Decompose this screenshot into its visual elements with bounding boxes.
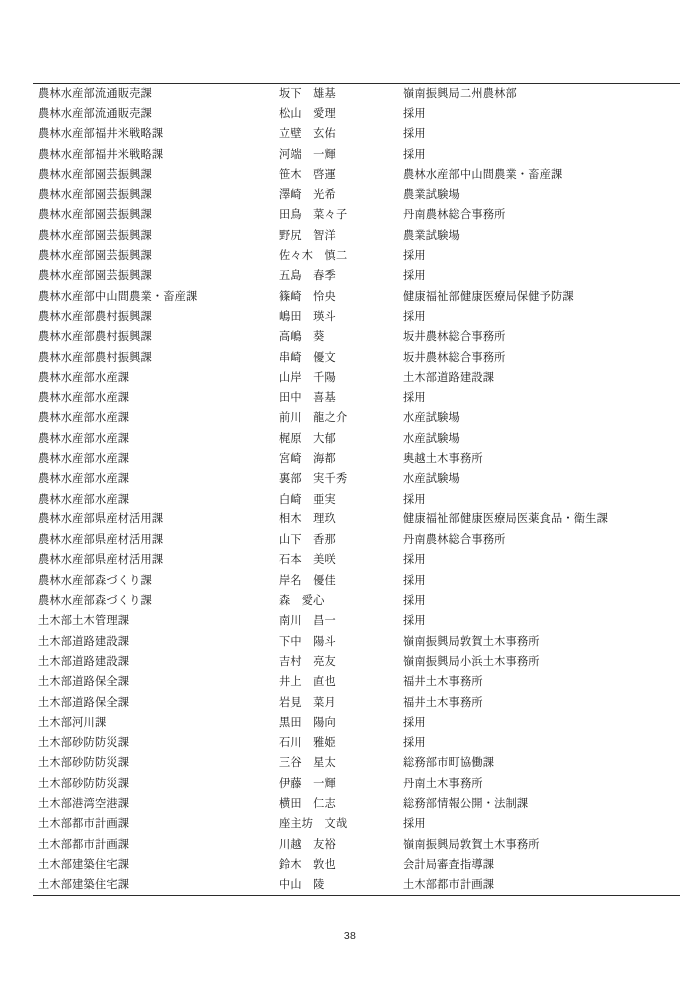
cell-name: 立壁 玄佑	[279, 128, 336, 141]
cell-current-department: 農林水産部福井米戦略課	[38, 148, 164, 161]
cell-name: 田中 喜基	[279, 392, 336, 405]
cell-name: 五島 春季	[279, 270, 336, 283]
cell-current-department: 農林水産部水産課	[38, 473, 130, 486]
cell-destination: 健康福祉部健康医療局医薬食品・衛生課	[403, 512, 608, 525]
table-row	[33, 591, 680, 611]
cell-name: 座主坊 文哉	[279, 818, 348, 831]
cell-name: 梶原 大郁	[279, 432, 336, 445]
cell-name: 嶋田 瑛斗	[279, 310, 336, 323]
cell-name: 笹木 啓運	[279, 168, 336, 181]
table-row	[33, 611, 680, 631]
cell-name: 篠崎 怜央	[279, 290, 336, 303]
cell-current-department: 農林水産部農村振興課	[38, 331, 152, 344]
cell-current-department: 土木部砂防防災課	[38, 757, 130, 770]
cell-destination: 丹南土木事務所	[403, 777, 483, 790]
cell-current-department: 土木部河川課	[38, 716, 107, 729]
cell-destination: 採用	[403, 107, 426, 120]
table-row	[33, 124, 680, 144]
cell-name: 山下 香那	[279, 534, 336, 547]
cell-destination: 水産試験場	[403, 432, 460, 445]
cell-current-department: 土木部港湾空港課	[38, 798, 130, 811]
cell-current-department: 土木部砂防防災課	[38, 737, 130, 750]
cell-name: 河端 一輝	[279, 148, 336, 161]
cell-current-department: 土木部砂防防災課	[38, 777, 130, 790]
cell-destination: 採用	[403, 554, 426, 567]
table-row	[33, 652, 680, 672]
table-row	[33, 429, 680, 449]
cell-destination: 採用	[403, 818, 426, 831]
table-row	[33, 489, 680, 509]
table-row	[33, 550, 680, 570]
cell-name: 横田 仁志	[279, 798, 336, 811]
cell-destination: 土木部道路建設課	[403, 371, 495, 384]
cell-name: 串崎 優文	[279, 351, 336, 364]
table-row	[33, 368, 680, 388]
cell-destination: 福井土木事務所	[403, 676, 483, 689]
cell-current-department: 農林水産部水産課	[38, 493, 130, 506]
cell-name: 中山 陵	[274, 875, 398, 895]
cell-name: 南川 昌一	[279, 615, 336, 628]
page-number: 38	[343, 930, 357, 942]
cell-destination: 土木部都市計画課	[398, 875, 680, 895]
cell-name: 宮崎 海都	[279, 452, 336, 465]
cell-name: 吉村 亮友	[279, 655, 336, 668]
table-body	[33, 84, 680, 896]
cell-current-department: 農林水産部水産課	[38, 452, 130, 465]
table-row	[33, 510, 680, 530]
table-row	[33, 286, 680, 306]
cell-destination: 採用	[403, 128, 426, 141]
cell-destination: 採用	[403, 574, 426, 587]
cell-name: 井上 直也	[279, 676, 336, 689]
cell-current-department: 農林水産部農村振興課	[38, 351, 152, 364]
cell-destination: 健康福祉部健康医療局保健予防課	[403, 290, 574, 303]
cell-name: 岩見 菜月	[279, 696, 336, 709]
cell-name: 高嶋 葵	[279, 331, 325, 344]
cell-name: 石川 雅姫	[279, 737, 336, 750]
cell-destination: 採用	[403, 392, 426, 405]
cell-destination: 採用	[403, 250, 426, 263]
table-row	[33, 530, 680, 550]
cell-destination: 嶺南振興局二州農林部	[398, 84, 680, 104]
cell-destination: 採用	[403, 310, 426, 323]
cell-destination: 総務部市町協働課	[403, 757, 495, 770]
table-row	[33, 632, 680, 652]
cell-destination: 嶺南振興局敦賀土木事務所	[403, 838, 540, 851]
cell-current-department: 農林水産部県産材活用課	[38, 512, 164, 525]
cell-destination: 採用	[403, 615, 426, 628]
table-row	[33, 266, 680, 286]
table-row	[33, 571, 680, 591]
cell-destination: 嶺南振興局敦賀土木事務所	[403, 635, 540, 648]
cell-current-department: 土木部道路保全課	[38, 696, 130, 709]
cell-destination: 総務部情報公開・法制課	[403, 798, 529, 811]
table-row	[33, 205, 680, 225]
cell-name: 三谷 星太	[279, 757, 336, 770]
cell-destination: 水産試験場	[403, 412, 460, 425]
table-row	[33, 408, 680, 428]
cell-name: 野尻 智洋	[279, 229, 336, 242]
cell-current-department: 土木部建築住宅課	[33, 875, 274, 895]
cell-current-department: 農林水産部流通販売課	[33, 84, 274, 104]
table-row	[33, 449, 680, 469]
cell-destination: 嶺南振興局小浜土木事務所	[403, 655, 540, 668]
table-row	[33, 185, 680, 205]
table-row	[33, 84, 680, 104]
table-row	[33, 713, 680, 733]
table-row	[33, 327, 680, 347]
personnel-table-container	[33, 83, 665, 896]
table-row	[33, 753, 680, 773]
cell-name: 岸名 優佳	[279, 574, 336, 587]
cell-current-department: 農林水産部農村振興課	[38, 310, 152, 323]
cell-name: 森 愛心	[279, 595, 325, 608]
table-row	[33, 855, 680, 875]
cell-current-department: 農林水産部園芸振興課	[38, 189, 152, 202]
table-row	[33, 165, 680, 185]
table-row	[33, 875, 680, 895]
cell-name: 佐々木 慎二	[279, 250, 348, 263]
cell-current-department: 農林水産部水産課	[38, 412, 130, 425]
cell-destination: 農林水産部中山間農業・畜産課	[403, 168, 563, 181]
cell-current-department: 農林水産部中山間農業・畜産課	[38, 290, 198, 303]
cell-current-department: 農林水産部園芸振興課	[38, 250, 152, 263]
cell-destination: 会計局審査指導課	[403, 858, 495, 871]
cell-current-department: 農林水産部森づくり課	[38, 595, 152, 608]
cell-current-department: 農林水産部水産課	[38, 392, 130, 405]
table-row	[33, 834, 680, 854]
cell-name: 伊藤 一輝	[279, 777, 336, 790]
table-row	[33, 794, 680, 814]
cell-current-department: 農林水産部園芸振興課	[38, 270, 152, 283]
cell-name: 鈴木 敦也	[279, 858, 336, 871]
cell-name: 石本 美咲	[279, 554, 336, 567]
cell-name: 山岸 千陽	[279, 371, 336, 384]
cell-destination: 丹南農林総合事務所	[403, 209, 506, 222]
cell-current-department: 農林水産部県産材活用課	[38, 534, 164, 547]
personnel-assignment-table	[33, 83, 680, 896]
cell-destination: 農業試験場	[403, 229, 460, 242]
cell-name: 下中 陽斗	[279, 635, 336, 648]
cell-current-department: 農林水産部県産材活用課	[38, 554, 164, 567]
table-row	[33, 733, 680, 753]
cell-destination: 福井土木事務所	[403, 696, 483, 709]
cell-destination: 採用	[403, 148, 426, 161]
cell-current-department: 土木部都市計画課	[38, 818, 130, 831]
table-row	[33, 104, 680, 124]
table-row	[33, 388, 680, 408]
cell-current-department: 土木部建築住宅課	[38, 858, 130, 871]
cell-current-department: 農林水産部流通販売課	[38, 107, 152, 120]
table-row	[33, 144, 680, 164]
cell-destination: 採用	[403, 493, 426, 506]
cell-name: 前川 龍之介	[279, 412, 348, 425]
cell-destination: 採用	[403, 716, 426, 729]
cell-name: 白崎 亜実	[279, 493, 336, 506]
cell-current-department: 農林水産部園芸振興課	[38, 168, 152, 181]
cell-name: 川越 友裕	[279, 838, 336, 851]
cell-current-department: 土木部道路保全課	[38, 676, 130, 689]
cell-destination: 採用	[403, 595, 426, 608]
cell-name: 黒田 陽向	[279, 716, 336, 729]
table-row	[33, 347, 680, 367]
table-row	[33, 774, 680, 794]
cell-current-department: 土木部土木管理課	[38, 615, 130, 628]
cell-name: 松山 愛理	[279, 107, 336, 120]
cell-current-department: 農林水産部森づくり課	[38, 574, 152, 587]
table-row	[33, 814, 680, 834]
cell-name: 坂下 雄基	[274, 84, 398, 104]
cell-destination: 採用	[403, 737, 426, 750]
cell-name: 裏部 実千秀	[279, 473, 348, 486]
cell-destination: 農業試験場	[403, 189, 460, 202]
cell-current-department: 農林水産部福井米戦略課	[38, 128, 164, 141]
cell-name: 相木 理玖	[279, 512, 336, 525]
cell-current-department: 農林水産部水産課	[38, 371, 130, 384]
table-row	[33, 692, 680, 712]
cell-current-department: 農林水産部園芸振興課	[38, 209, 152, 222]
table-row	[33, 469, 680, 489]
cell-current-department: 土木部道路建設課	[38, 655, 130, 668]
cell-current-department: 農林水産部園芸振興課	[38, 229, 152, 242]
cell-name: 田鳥 菜々子	[279, 209, 348, 222]
cell-current-department: 土木部道路建設課	[38, 635, 130, 648]
cell-destination: 丹南農林総合事務所	[403, 534, 506, 547]
cell-destination: 坂井農林総合事務所	[403, 351, 506, 364]
cell-destination: 採用	[403, 270, 426, 283]
table-row	[33, 307, 680, 327]
table-row	[33, 672, 680, 692]
cell-name: 澤崎 光希	[279, 189, 336, 202]
cell-destination: 水産試験場	[403, 473, 460, 486]
table-row	[33, 226, 680, 246]
cell-current-department: 農林水産部水産課	[38, 432, 130, 445]
cell-destination: 奥越土木事務所	[403, 452, 483, 465]
cell-destination: 坂井農林総合事務所	[403, 331, 506, 344]
table-row	[33, 246, 680, 266]
cell-current-department: 土木部都市計画課	[38, 838, 130, 851]
